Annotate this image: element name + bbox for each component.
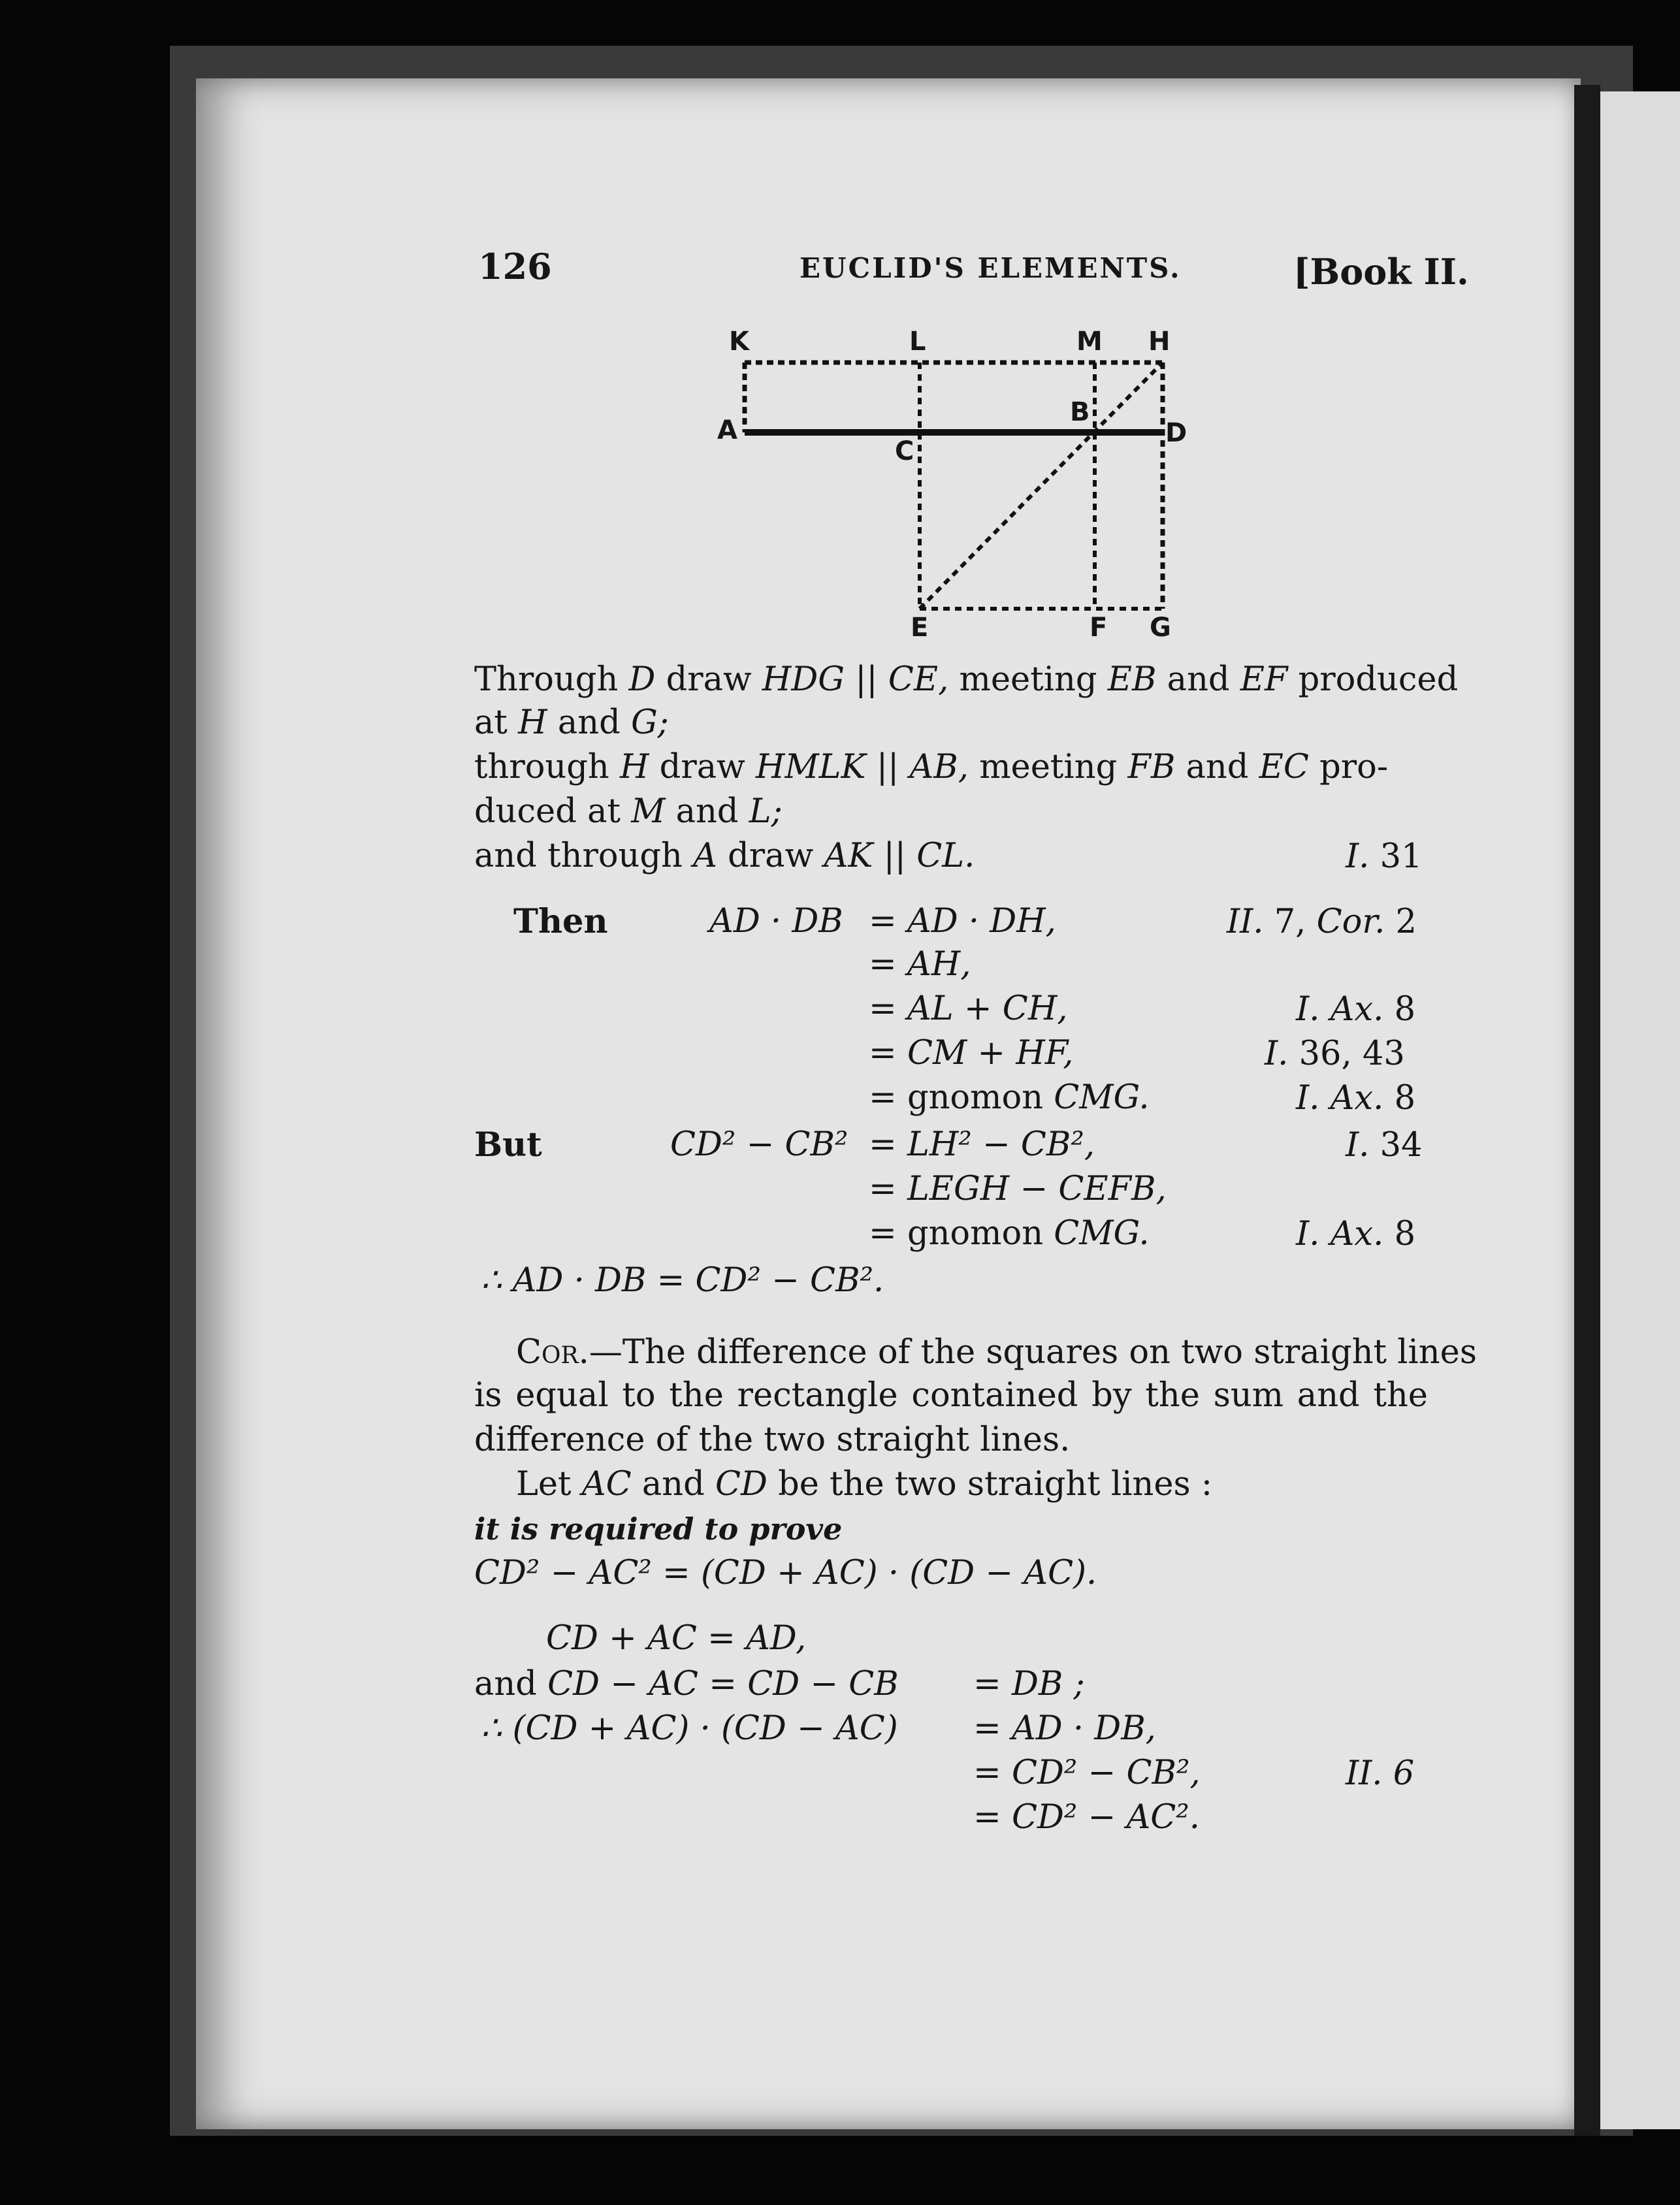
construction-line-3: through H draw HMLK || AB, meeting FB and EC pro-: [474, 748, 1389, 786]
proof-then: Then: [513, 902, 608, 941]
corollary-line-8-rhs: = DB ;: [973, 1665, 1085, 1703]
corollary-line-5: it is required to prove: [474, 1511, 843, 1547]
corollary-line-3: difference of the two straight lines.: [474, 1421, 1071, 1459]
proof-r7-rhs: = LEGH − CEFB,: [869, 1170, 1167, 1208]
label-M: M: [1076, 327, 1103, 357]
corollary-line-4: Let AC and CD be the two straight lines :: [516, 1465, 1213, 1504]
proof-r5-rhs: = gnomon CMG.: [869, 1078, 1150, 1117]
label-E: E: [911, 613, 929, 643]
proof-r3-rhs: = AL + CH,: [869, 990, 1068, 1028]
proof-r4-rhs: = CM + HF,: [869, 1034, 1074, 1072]
corollary-line-7: CD + AC = AD,: [546, 1619, 807, 1658]
construction-line-2: at H and G;: [474, 703, 669, 742]
proof-r2-rhs: = AH,: [869, 945, 971, 984]
label-H: H: [1148, 327, 1171, 357]
proof-r1-lhs: AD · DB: [709, 902, 843, 941]
construction-line-5: and through A draw AK || CL.: [474, 837, 975, 875]
corollary-line-11: = CD² − AC².: [973, 1798, 1200, 1837]
proof-but: But: [474, 1125, 542, 1165]
proof-conclusion: ∴ AD · DB = CD² − CB².: [481, 1261, 884, 1300]
proof-r6-lhs: CD² − CB²: [670, 1125, 848, 1164]
book-label: [Book II.: [1293, 251, 1469, 293]
page-number: 126: [478, 246, 552, 287]
corollary-line-6: CD² − AC² = (CD + AC) · (CD − AC).: [474, 1554, 1097, 1592]
label-F: F: [1090, 613, 1108, 643]
ref-I-34: I. 34: [1346, 1126, 1423, 1165]
proof-r8-rhs: = gnomon CMG.: [869, 1214, 1150, 1253]
ref-I-31: I. 31: [1346, 837, 1423, 876]
ref-I-ax-8-b: I. Ax. 8: [1296, 1079, 1416, 1118]
construction-line-4: duced at M and L;: [474, 792, 783, 831]
label-B: B: [1070, 397, 1090, 427]
label-K: K: [729, 327, 749, 357]
corollary-line-9-rhs: = AD · DB,: [973, 1709, 1156, 1748]
line-EH: [920, 362, 1163, 609]
construction-line-1: Through D draw HDG || CE, meeting EB and EF produced: [474, 660, 1459, 699]
running-title: EUCLID'S ELEMENTS.: [800, 252, 1182, 284]
corollary-line-8: and CD − AC = CD − CB: [474, 1665, 899, 1703]
ref-I-ax-8-a: I. Ax. 8: [1296, 990, 1416, 1029]
corollary-line-2: is equal to the rectangle contained by the sum and the: [474, 1376, 1428, 1415]
corollary-line-1: Cor.—The difference of the squares on two straight lines: [516, 1333, 1478, 1372]
geometry-figure: [705, 320, 1202, 660]
page-gutter: [1574, 85, 1600, 2136]
proof-r1-rhs: = AD · DH,: [869, 902, 1056, 941]
ref-II-6: II. 6: [1346, 1754, 1415, 1793]
ref-II-7-cor-2: II. 7, Cor. 2: [1227, 903, 1417, 941]
corollary-line-9: ∴ (CD + AC) · (CD − AC): [481, 1709, 898, 1748]
adjacent-page: [1600, 91, 1680, 2129]
proof-r6-rhs: = LH² − CB²,: [869, 1125, 1095, 1164]
label-D: D: [1165, 418, 1187, 448]
label-G: G: [1150, 613, 1171, 643]
ref-I-ax-8-c: I. Ax. 8: [1296, 1215, 1416, 1253]
corollary-line-10: = CD² − CB²,: [973, 1754, 1201, 1792]
label-C: C: [895, 436, 914, 466]
ref-I-36-43: I. 36, 43: [1265, 1035, 1405, 1073]
label-L: L: [909, 327, 926, 357]
label-A: A: [717, 415, 737, 445]
